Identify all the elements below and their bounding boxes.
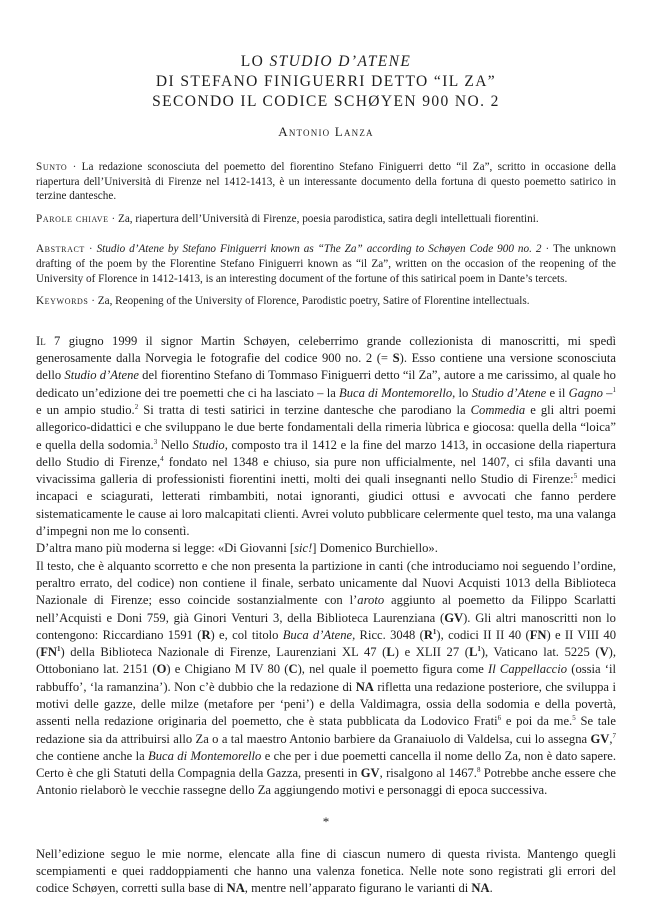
sunto-label: Sunto: [36, 161, 68, 173]
parole-chiave-text: Za, riapertura dell’Università di Firenze, poesia parodistica, satira degli intellettuali fiorentini.: [118, 212, 539, 225]
body-paragraph-1: Il 7 giugno 1999 il signor Martin Schøyen, celeberrimo grande collezionista di manoscritti, mi spedì generosamente dalla Norvegia le fotografie del codice 900 no. 2 (= S). Esso contiene una versione sconosciuta dello Studio d’Atene del fiorentino Stefano di Tommaso Finiguerri detto “il Za”, autore a me carissimo, al quale ho dedicato un’edizione dei tre poemetti che ci ha lasciato – la Buca di Montemorello, lo Studio d’Atene e il Gagno –$^1$ e un ampio studio.$^2$ Si tratta di testi satirici in terzine dantesche che parodiano la Commedia e gli altri poemi allegorico-didattici e che sviluppano le due berte fondamentali della rimeria lùbrica e giocosa: quella della “loica” e quella della sodomia.$^3$ Nello Studio, composto tra il 1412 e la fine del marzo 1413, in occasione della riapertura dello Studio di Firenze,$^4$ fondato nel 1348 e chiuso, sia pure non ufficialmente, nel 1407, ci sfila davanti una vivacissima galleria di professionisti fiorentini inetti, molti dei quali insegnanti nello Studio di Firenze:$^5$ medici incapaci e sciagurati, letterati rimbambiti, notai ignoranti, giudici ottusi e avvocati che fanno perdere sistematicamente le cause ai loro malcapitati clienti. Avrei voluto pubblicare celermente quel testo, ma una valanga d’impegni non me lo consentì.: [36, 333, 617, 539]
keywords-label: Keywords: [36, 295, 89, 308]
parole-chiave-paragraph: Parole chiave · Za, riapertura dell’Università di Firenze, poesia parodistica, satira degli intellettuali fiorentini.: [36, 212, 539, 225]
abstract-label: Abstract: [36, 243, 85, 256]
title-line-1: LO STUDIO D’ATENE: [240, 53, 412, 70]
sunto-text: La redazione sconosciuta del poemetto del fiorentino Stefano Finiguerri detto “il Za”, scritto in occasione della riapertura dell’Università di Firenze nel 1412-1413, è un interessante documento della fortuna di questo poemetto satirico in terzine dantesche.: [36, 161, 616, 203]
abstract-text: The unknown drafting of the poem by the Florentine Stefano Finiguerri known as “il Za”, written on the occasion of the reopening of the University of Florence in 1412-1413, is an interesting document of the fortune of this satirical poem in Dante’s tercets.: [36, 243, 616, 285]
parole-chiave-label: Parole chiave: [36, 212, 109, 225]
title-line-3: SECONDO IL CODICE SCHØYEN 900 NO. 2: [152, 93, 500, 110]
body-paragraph-3: Il testo, che è alquanto scorretto e che non presenta la partizione in canti (che introduciamo noi seguendo l’ordine, peraltro errato, del codice) non contiene il finale, serbato unicamente dal Nuovi Acquisti 1013 della Biblioteca Nazionale di Firenze; esso coincide sostanzialmente con l’aroto aggiunto al poemetto da Filippo Scarlatti nell’Acquisti e Doni 759, già Ginori Venturi 3, della Biblioteca Laurenziana (GV). Gli altri manoscritti non lo contengono: Riccardiano 1591 (R) e, col titolo Buca d’Atene, Ricc. 3048 $(R^1)$, codici II II 40 (FN) e II VIII 40 $(FN^1)$ della Biblioteca Nazionale di Firenze, Laurenziani XL 47 (L) e XLII 27 $(L^1)$, Vaticano lat. 5225 (V), Ottoboniano lat. 2151 (O) e Chigiano M IV 80 (C), nel quale il poemetto figura come Il Cappellaccio (ossia ‘il rabbuffo’, ‘la ramanzina’). Non c’è dubbio che la redazione di NA rifletta una redazione posteriore, che sviluppa i motivi delle gazze, delle milze (metafore per ‘peni’) e della Valdimagra, ossia della sodomia e della povertà, assenti nella redazione originaria del poemetto, che è stata pubblicata da Lodovico Frati$^6$ e poi da me.$^5$ Se tale redazione sia da attribuirsi allo Za o a tal maestro Antonio barbiere da Granaiuolo di Valdelsa, cui lo assegna GV,$^7$ che contiene anche la Buca di Montemorello e che per i due poemetti cancella il nome dello Za, non è dato sapere. Certo è che gli Statuti della Compagnia della Gazza, presenti in GV, risalgono al 1467.$^8$ Potrebbe anche essere che Antonio rielaborò le vecchie rassegne dello Za aggiungendo motivi e personaggi di epoca successiva.: [36, 558, 617, 798]
article-body: [36, 333, 616, 800]
article-title: [36, 52, 616, 112]
abstract-paragraph: Abstract · Studio d’Atene by Stefano Finiguerri known as “The Za” according to Schøyen Code 900 no. 2 · The unknown drafting of the poem by the Florentine Stefano Finiguerri known as “il Za”, written on the occasion of the reopening of the University of Florence in 1412-1413, is an interesting document of the fortune of this satirical poem in Dante’s tercets.: [36, 243, 616, 285]
body-paragraph-2: D’altra mano più moderna si legge: «Di Giovanni [sic!] Domenico Burchiello».: [36, 541, 438, 556]
abstract-section: [36, 160, 616, 309]
abstract-title: Studio d’Atene by Stefano Finiguerri known as “The Za” according to Schøyen Code 900 no. 2: [96, 243, 542, 256]
keywords-paragraph: Keywords · Za, Reopening of the University of Florence, Parodistic poetry, Satire of Florentine intellectuals.: [36, 295, 530, 308]
sunto-paragraph: Sunto · La redazione sconosciuta del poemetto del fiorentino Stefano Finiguerri detto “il Za”, scritto in occasione della riapertura dell’Università di Firenze nel 1412-1413, è un interessante documento della fortuna di questo poemetto satirico in terzine dantesche.: [36, 161, 616, 203]
drop-cap: Il: [36, 333, 46, 348]
article-page: [36, 52, 616, 898]
title-line-2: DI STEFANO FINIGUERRI DETTO “IL ZA”: [155, 73, 497, 90]
author-name: Antonio Lanza: [278, 124, 374, 139]
body-paragraph-final: Nell’edizione seguo le mie norme, elencate alla fine di ciascun numero di questa rivista. Mantengo quegli scempiamenti e quei raddoppiamenti che hanno una valenza fonetica. Nelle note sono registrati gli errori del codice Schøyen, corretti sulla base di NA, mentre nell’apparato figurano le varianti di NA.: [36, 846, 616, 896]
keywords-text: Za, Reopening of the University of Florence, Parodistic poetry, Satire of Florentine intellectuals.: [97, 295, 530, 308]
section-separator: *: [322, 813, 330, 829]
